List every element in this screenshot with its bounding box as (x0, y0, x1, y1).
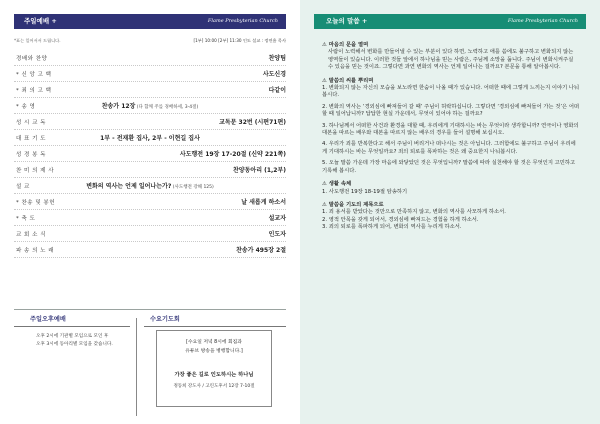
order-label: 성 경 봉 독 (16, 152, 46, 158)
order-row (14, 50, 286, 66)
section-title-text: 마음의 문을 열며 (328, 42, 369, 48)
order-row (14, 210, 286, 226)
order-row (14, 130, 286, 146)
order-row (14, 226, 286, 242)
order-right: 사도행전 19장 17-20절 (신약 221쪽) (179, 151, 286, 158)
right-page (300, 0, 600, 424)
warning-icon: ⚠ (322, 201, 327, 208)
order-right: 다같이 (268, 87, 286, 94)
order-label: 대 표 기 도 (16, 136, 46, 142)
intro-paragraph: 사람이 노력해서 변화를 만들어낼 수 있는 부분이 있다 하면, 노력하고 애를 씀에도 불구하고 변화되지 않는 영역들이 있습니다. 이러한 것들 앞에서 하나님을 믿는 사람은, 주님께 소망을 둡니다. 주님이 변화시켜주실 수 있음을 믿는 것이죠. 그렇다면 과연 변화의 역사는 언제 일어나는 걸까요? 본문을 통해 알아봅시다. (328, 49, 574, 71)
order-row (14, 82, 286, 98)
order-center-note: (사도행전 강해 125) (171, 185, 214, 190)
order-center-main: 변화의 역사는 언제 일어나는가? (86, 183, 172, 190)
section-title-text: 말씀을 기도의 제목으로 (328, 201, 384, 208)
wed-sermon-title: 가장 좋은 길로 인도하시는 하나님 (174, 372, 254, 378)
word-title: 오늘의 말씀 + (326, 17, 368, 25)
wed-line-1: [수요일 저녁 8시에 회집과 (186, 340, 242, 345)
numbered-item: 3. 죄의 퇴로를 폭파하게 되어, 변화의 역사를 누리게 하소서. (322, 224, 462, 231)
pm-worship-title: 주일오후예배 (30, 316, 66, 323)
numbered-item: 1. 사도행전 19장 18-19절 암송하기 (322, 188, 408, 195)
warning-icon: ⚠ (322, 42, 327, 48)
standing-note: *표는 일어서서 드립니다. (14, 38, 61, 43)
numbered-item: 3. 하나님께서 어떠한 사건과 환경을 대할 때, 우리에게 기대하시는 바는 무엇이라 생각합니까? 연극이나 영화의 대본을 따르는 배우와 대본을 따르지 않는 배우의 경우를 들어 설명해 보십시오. (322, 122, 579, 137)
order-row (14, 66, 286, 82)
section-divider (14, 309, 286, 310)
church-name-right: Flame Presbyterian Church (507, 18, 578, 24)
order-center-main: 찬송가 12장 (101, 103, 136, 110)
order-right: 찬양동아리 (1,2부) (233, 167, 286, 174)
section-title (322, 78, 580, 85)
order-row (14, 242, 286, 258)
wed-prayer-box (156, 330, 272, 407)
order-center (14, 101, 286, 110)
order-label: * 축 도 (16, 216, 36, 222)
order-label: * 찬송 및 봉헌 (16, 200, 56, 206)
order-row (14, 178, 286, 194)
order-center (14, 181, 286, 190)
church-name: Flame Presbyterian Church (207, 18, 278, 24)
order-label: 성 시 교 독 (16, 120, 46, 126)
wed-line-2: 유튜브 방송을 병행합니다.] (185, 348, 243, 354)
numbered-item: 1. 변화되지 않는 자신의 모습을 보노라면 한숨이 나올 때가 있습니다. 어떠한 때에 그렇게 느끼는지 이야기 나눠봅시다. (322, 85, 580, 99)
word-body (322, 42, 580, 232)
worship-header (14, 14, 286, 29)
service-times: [1부] 10:00 [2부] 11:30 인도 설교 : 정연흠 목사 (193, 38, 286, 43)
order-row (14, 146, 286, 162)
section-title-text: 말씀의 씨를 뿌리며 (328, 77, 374, 84)
order-of-worship (14, 50, 286, 258)
numbered-item: 4. 우리가 죄를 반복한다고 해서 주님이 버리거나 떠나시는 것은 아닙니다. 그러함에도 불구하고 주님이 우리에게 기대하시는 바는 무엇일까요? 죄의 퇴로를 폭파하는 것은 왜 중요한지 나눠봅시다. (322, 141, 576, 155)
warning-icon: ⚠ (322, 181, 327, 188)
pm-line-1: 오후 2시에 기관별 모임으로 모인 후 (36, 334, 109, 339)
order-center-note: (다 함께 주를 경배하세, 3-4절) (135, 105, 199, 110)
order-right: 교독문 32번 (시편71편) (219, 119, 286, 126)
order-right: 날 새롭게 하소서 (241, 199, 286, 206)
word-header (314, 14, 586, 29)
order-label: * 송 영 (16, 104, 36, 110)
order-label: 경배와 찬양 (16, 56, 48, 62)
order-label: * 죄 의 고 백 (16, 88, 52, 94)
order-label: 설 교 (16, 184, 30, 190)
order-right: 찬양팀 (268, 55, 286, 62)
order-label: * 신 앙 고 백 (16, 72, 52, 78)
order-right: 사도신경 (262, 71, 286, 78)
column-divider (136, 318, 137, 416)
order-center-main: 1부 - 전재환 집사, 2부 - 이현길 집사 (100, 135, 200, 142)
wed-info (157, 339, 271, 356)
order-right: 설교자 (268, 215, 286, 222)
order-row (14, 114, 286, 130)
order-label: 파 송 의 노 래 (16, 248, 55, 254)
wed-prayer-title: 수요기도회 (150, 316, 180, 323)
pm-underline (14, 326, 130, 327)
order-center (14, 133, 286, 142)
worship-title: 주일예배 + (24, 17, 57, 25)
order-row (14, 98, 286, 114)
order-right: 인도자 (268, 231, 286, 238)
warning-icon: ⚠ (322, 77, 327, 84)
numbered-item: 5. 오늘 말씀 가운데 가장 마음에 와닿았던 것은 무엇입니까? 말씀에 따라 실천해야 할 것은 무엇인지 고민하고 기록해 봅시다. (322, 160, 576, 174)
order-row (14, 194, 286, 210)
wed-underline (144, 326, 286, 327)
section-title (322, 181, 580, 188)
order-label: 찬 미 의 제 사 (16, 168, 55, 174)
order-right: 찬송가 495장 2절 (236, 247, 286, 254)
numbered-item: 2. 영적 안목을 갖게 되어서, 경외심에 빠져드는 경험을 하게 하소서. (322, 216, 479, 223)
order-row (14, 162, 286, 178)
pm-worship-text (36, 333, 113, 349)
order-label: 교 회 소 식 (16, 232, 46, 238)
pm-line-2: 오후 3시에 동아리별 모임을 갖습니다. (36, 342, 113, 347)
numbered-item: 2. 변화의 역사는 ‘경외심에 빠져들어 갈 때’ 주님이 허락하십니다. 그렇다면 ‘경외심에 빠져들어 가는 것’은 어떠할 때 일어납니까? 답답한 현실 가운데서, 무엇이 있어야 하는 걸까요? (322, 103, 580, 118)
section-title-text: 생활 속체 (328, 181, 352, 188)
wed-sermon-ref: 정동희 강도사 / 고린도후서 12장 7-10절 (173, 384, 255, 389)
numbered-item: 1. 죄 용서를 받았다는 것만으로 만족하지 않고, 변화의 역사를 사모하게 하소서. (322, 209, 506, 216)
